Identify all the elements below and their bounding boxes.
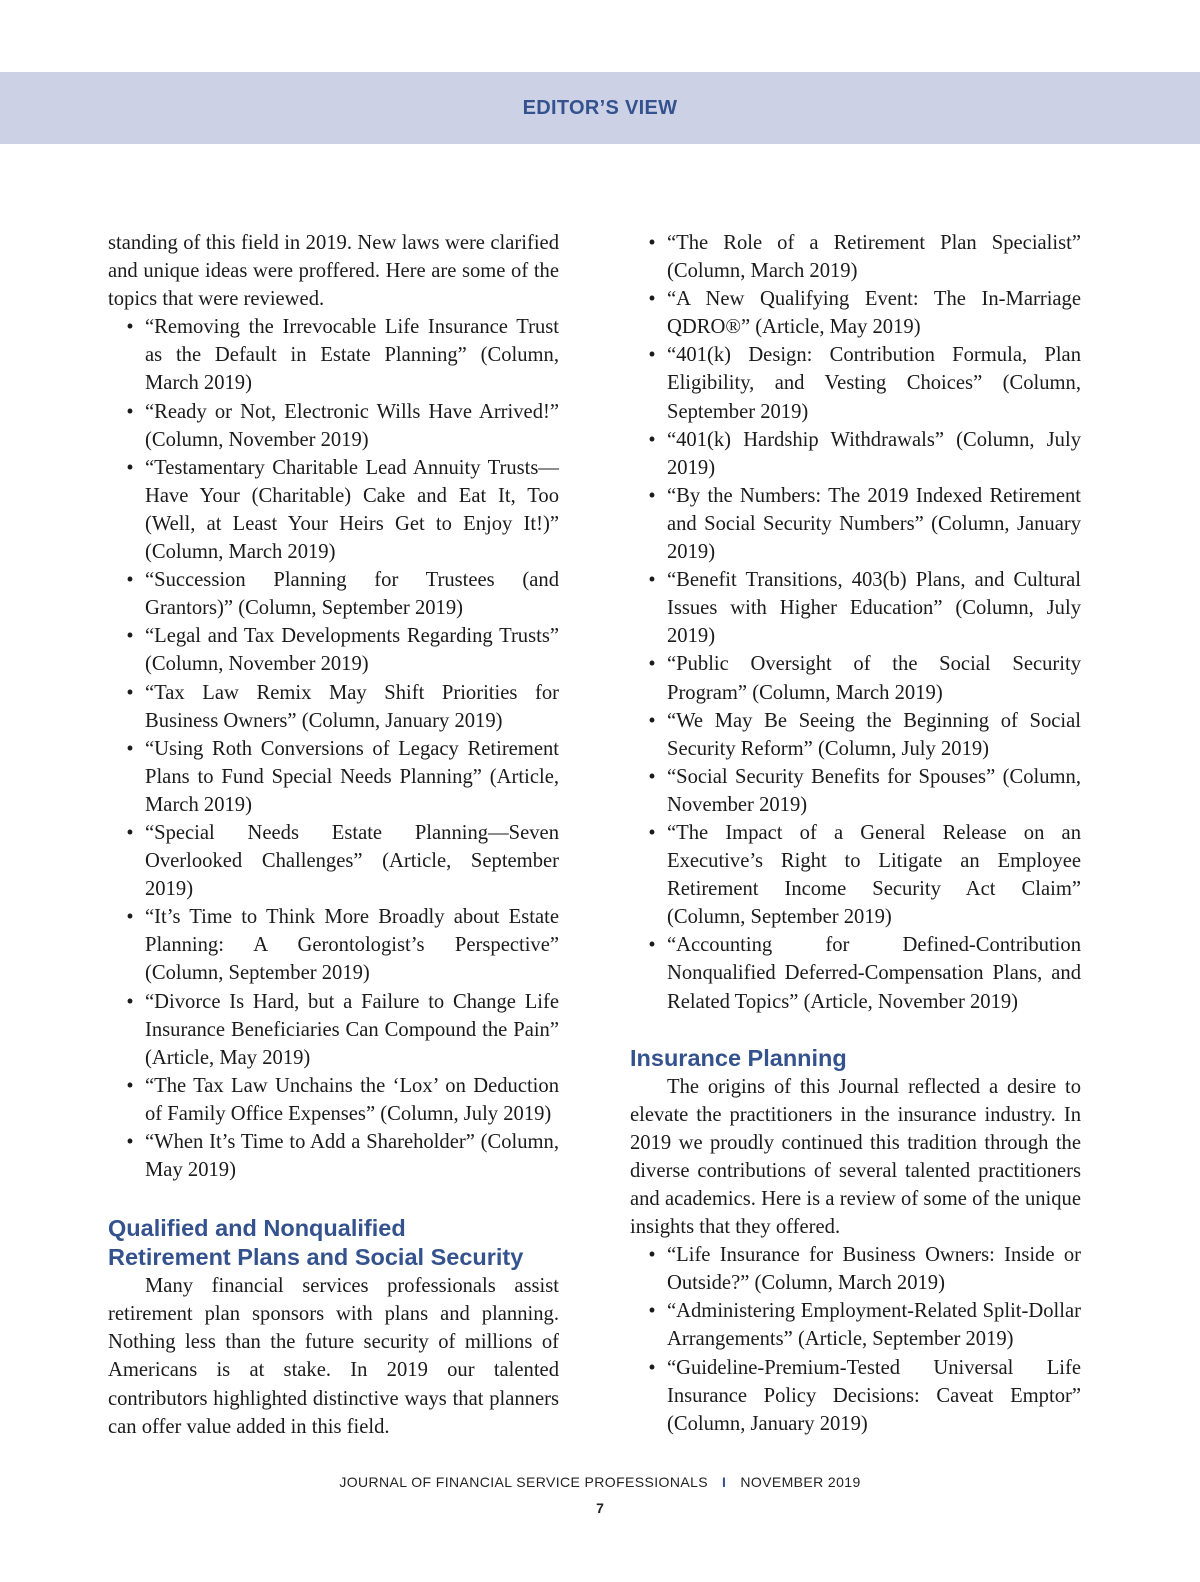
- retirement-section-heading: Qualified and Nonqualified Retirement Plans and Social Security: [108, 1215, 524, 1271]
- page-number: 7: [596, 1500, 604, 1516]
- bullet-icon: •: [126, 737, 134, 760]
- list-item: • “Accounting for Defined-Contribution Nonqualified Deferred-Compensation Plans, and Related Topics” (Article, November 2019): [667, 931, 1081, 1015]
- bullet-icon: •: [648, 344, 656, 367]
- bullet-icon: •: [126, 569, 134, 592]
- list-item: • “The Role of a Retirement Plan Specialist” (Column, March 2019): [667, 229, 1081, 285]
- insurance-section-paragraph: The origins of this Journal reflected a desire to elevate the practitioners in the insurance industry. In 2019 we proudly continued this tradition through the diverse contributions of several talented practitioners and academics. Here is a review of some of the unique insights that they offered.: [630, 1075, 1081, 1239]
- bullet-icon: •: [126, 990, 134, 1013]
- list-item: • “Public Oversight of the Social Security Program” (Column, March 2019): [667, 650, 1081, 706]
- list-item: • “Guideline-Premium-Tested Universal Life Insurance Policy Decisions: Caveat Emptor” (Column, January 2019): [667, 1354, 1081, 1438]
- bullet-icon: •: [648, 709, 656, 732]
- bullet-icon: •: [648, 428, 656, 451]
- bullet-icon: •: [648, 1244, 656, 1267]
- list-item: • “401(k) Hardship Withdrawals” (Column, July 2019): [667, 426, 1081, 482]
- bullet-icon: •: [126, 456, 134, 479]
- list-item: • “Divorce Is Hard, but a Failure to Change Life Insurance Beneficiaries Can Compound the Pain” (Article, May 2019): [145, 988, 559, 1072]
- list-item: • “It’s Time to Think More Broadly about Estate Planning: A Gerontologist’s Perspective” (Column, September 2019): [145, 903, 559, 987]
- list-item: • “Legal and Tax Developments Regarding Trusts” (Column, November 2019): [145, 622, 559, 678]
- bullet-icon: •: [648, 821, 656, 844]
- list-item: • “Social Security Benefits for Spouses” (Column, November 2019): [667, 763, 1081, 819]
- section-title: EDITOR’S VIEW: [522, 97, 678, 119]
- bullet-icon: •: [648, 1356, 656, 1379]
- insurance-section-heading: Insurance Planning: [630, 1044, 847, 1071]
- bullet-icon: •: [648, 484, 656, 507]
- list-item: • “Life Insurance for Business Owners: Inside or Outside?” (Column, March 2019): [667, 1241, 1081, 1297]
- list-item: • “By the Numbers: The 2019 Indexed Retirement and Social Security Numbers” (Column, January 2019): [667, 482, 1081, 566]
- right-column: [630, 229, 1081, 1438]
- bullet-icon: •: [648, 934, 656, 957]
- list-item: • “The Tax Law Unchains the ‘Lox’ on Deduction of Family Office Expenses” (Column, July 2019): [145, 1072, 559, 1128]
- bullet-icon: •: [126, 400, 134, 423]
- list-item: • “Testamentary Charitable Lead Annuity Trusts—Have Your (Charitable) Cake and Eat It, Too (Well, at Least Your Heirs Get to Enjoy It!)” (Column, March 2019): [145, 454, 559, 566]
- list-item: • “Special Needs Estate Planning—Seven Overlooked Challenges” (Article, September 2019): [145, 819, 559, 903]
- list-item: • “Administering Employment-Related Split-Dollar Arrangements” (Article, September 2019): [667, 1297, 1081, 1353]
- bullet-icon: •: [126, 821, 134, 844]
- bullet-icon: •: [648, 569, 656, 592]
- page-footer: [0, 1474, 1200, 1490]
- list-item: • “Removing the Irrevocable Life Insurance Trust as the Default in Estate Planning” (Column, March 2019): [145, 313, 559, 397]
- list-item: • “When It’s Time to Add a Shareholder” (Column, May 2019): [145, 1128, 559, 1184]
- left-column: [108, 229, 559, 1441]
- bullet-icon: •: [648, 765, 656, 788]
- journal-name: JOURNAL OF FINANCIAL SERVICE PROFESSIONALS: [339, 1474, 709, 1490]
- list-item: • “A New Qualifying Event: The In-Marriage QDRO®” (Article, May 2019): [667, 285, 1081, 341]
- list-item: • “The Impact of a General Release on an Executive’s Right to Litigate an Employee Retirement Income Security Act Claim” (Column, September 2019): [667, 819, 1081, 931]
- bullet-icon: •: [126, 681, 134, 704]
- bullet-icon: •: [648, 1300, 656, 1323]
- estate-planning-list: [108, 313, 559, 1184]
- list-item: • “401(k) Design: Contribution Formula, Plan Eligibility, and Vesting Choices” (Column, September 2019): [667, 341, 1081, 425]
- list-item: • “Ready or Not, Electronic Wills Have Arrived!” (Column, November 2019): [145, 398, 559, 454]
- list-item: • “We May Be Seeing the Beginning of Social Security Reform” (Column, July 2019): [667, 707, 1081, 763]
- bullet-icon: •: [648, 288, 656, 311]
- bullet-icon: •: [126, 906, 134, 929]
- bullet-icon: •: [126, 625, 134, 648]
- retirement-section-paragraph: Many financial services professionals assist retirement plan sponsors with plans and planning. Nothing less than the future security of millions of Americans is at stake. In 2019 our talented contributors highlighted distinctive ways that planners can offer value added in this field.: [108, 1275, 559, 1438]
- bullet-icon: •: [126, 1074, 134, 1097]
- list-item: • “Using Roth Conversions of Legacy Retirement Plans to Fund Special Needs Planning” (Article, March 2019): [145, 735, 559, 819]
- list-item: • “Succession Planning for Trustees (and Grantors)” (Column, September 2019): [145, 566, 559, 622]
- footer-separator: I: [722, 1474, 727, 1490]
- bullet-icon: •: [648, 653, 656, 676]
- intro-paragraph: standing of this field in 2019. New laws were clarified and unique ideas were proffered. Here are some of the topics that were reviewed.: [108, 232, 559, 311]
- issue-date: NOVEMBER 2019: [740, 1474, 861, 1490]
- list-item: • “Tax Law Remix May Shift Priorities for Business Owners” (Column, January 2019): [145, 679, 559, 735]
- insurance-list: [630, 1241, 1081, 1438]
- retirement-list: [630, 229, 1081, 1016]
- bullet-icon: •: [648, 232, 656, 254]
- bullet-icon: •: [126, 316, 134, 339]
- list-item: • “Benefit Transitions, 403(b) Plans, and Cultural Issues with Higher Education” (Column, July 2019): [667, 566, 1081, 650]
- bullet-icon: •: [126, 1131, 134, 1153]
